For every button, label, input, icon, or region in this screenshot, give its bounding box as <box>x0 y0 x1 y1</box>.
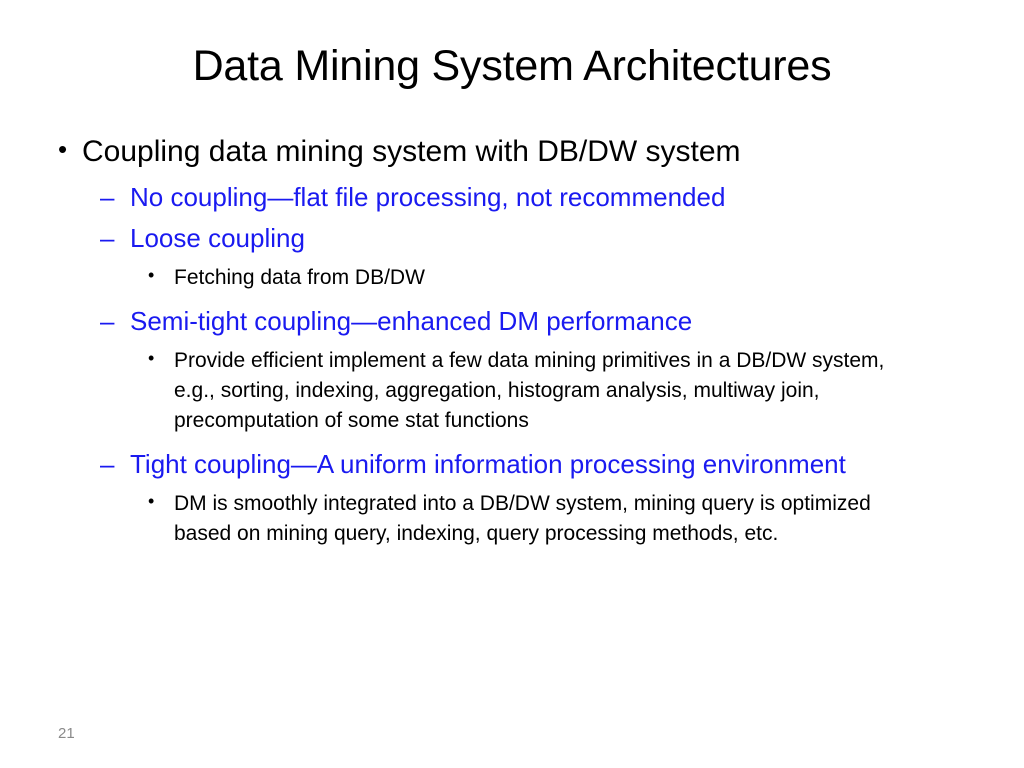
dash-glyph-icon: – <box>100 305 115 336</box>
bullet-item-level3 <box>48 263 982 293</box>
bullet-item-level2 <box>48 305 982 338</box>
bullet-text: Provide efficient implement a few data mining primitives in a DB/DW system, e.g., sorting, indexing, aggregation, histogram analysis, multiway join, precomputation of some stat functions <box>174 349 885 432</box>
bullet-glyph-icon: • <box>58 134 68 164</box>
dash-glyph-icon: – <box>100 448 115 479</box>
bullet-text: Fetching data from DB/DW <box>174 266 425 290</box>
slide-body <box>0 133 1024 548</box>
bullet-text: Semi-tight coupling—enhanced DM performance <box>130 305 693 336</box>
bullet-glyph-icon: • <box>148 348 155 369</box>
bullet-text: Tight coupling—A uniform information processing environment <box>130 448 846 479</box>
dash-glyph-icon: – <box>100 222 115 253</box>
page-number: 21 <box>58 725 75 742</box>
dash-glyph-icon: – <box>100 181 115 212</box>
bullet-text: Loose coupling <box>130 222 305 253</box>
bullet-item-level2 <box>48 222 982 255</box>
bullet-item-level3 <box>48 489 982 549</box>
bullet-glyph-icon: • <box>148 490 155 511</box>
bullet-text: No coupling—flat file processing, not recommended <box>130 181 726 212</box>
bullet-item-level3 <box>48 346 982 435</box>
bullet-item-level2 <box>48 448 982 481</box>
page-title: Data Mining System Architectures <box>192 42 832 90</box>
bullet-item-level1 <box>48 133 982 171</box>
bullet-item-level2 <box>48 181 982 214</box>
bullet-text: Coupling data mining system with DB/DW system <box>82 135 741 168</box>
bullet-glyph-icon: • <box>148 265 155 286</box>
bullet-text: DM is smoothly integrated into a DB/DW system, mining query is optimized based on mining query, indexing, query processing methods, etc. <box>174 491 871 545</box>
